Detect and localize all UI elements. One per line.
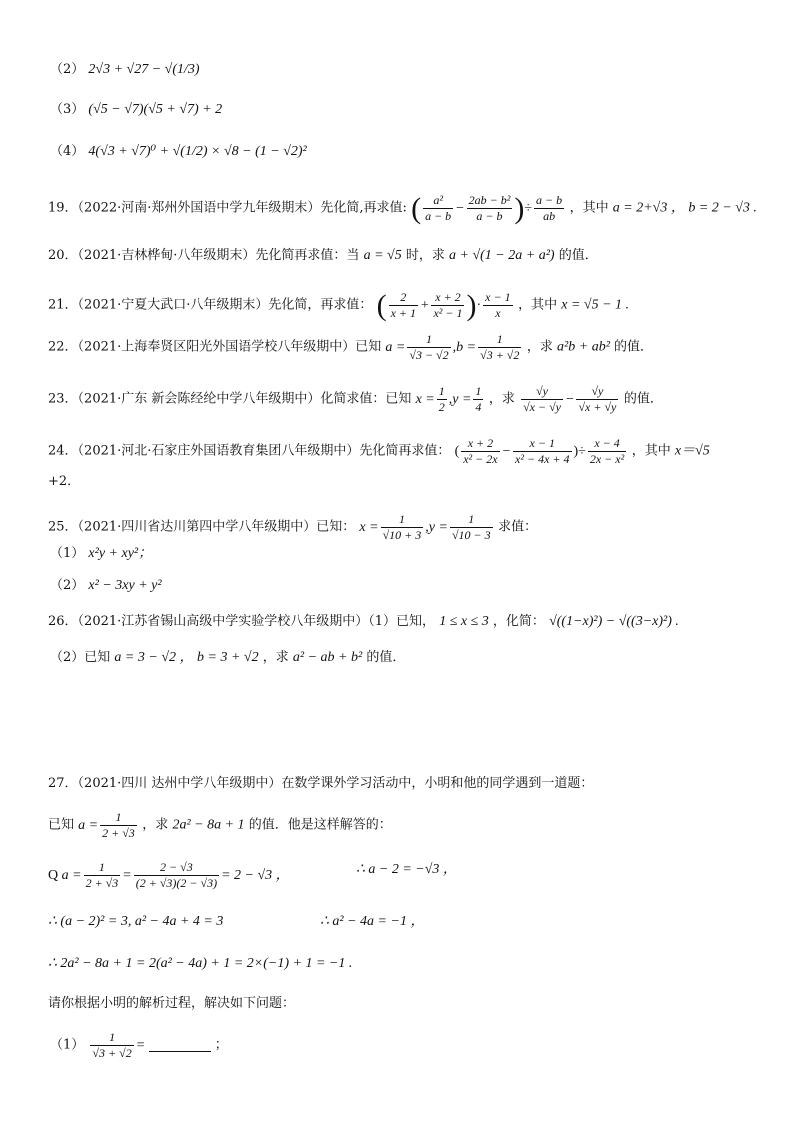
expression-23: $\frac{√y}{√x - √y}$ − $\frac{√y}{√x + √y}$: [523, 384, 617, 414]
question-19: [48, 193, 757, 224]
fraction: $\frac{x - 1}{\text{x² − 4x + 4}}$: [515, 436, 570, 466]
question-text-tail: ，其中: [569, 200, 609, 216]
expression: x² − 3xy + y²: [88, 578, 162, 593]
question-text-2: 的值．: [366, 650, 406, 665]
question-text-tail: ，其中: [518, 297, 558, 313]
question-22: [48, 332, 653, 363]
question-number: 21．: [48, 297, 78, 313]
given-values-22: a = $\frac{1}{√3 - √2}$ ,b = $\frac{1}{√3 + √2}$: [385, 332, 520, 362]
expression-19: ( $\frac{\text{a²}}{a - b}$ − $\frac{\text{2ab − b²}}{a - b}$ )÷ $\frac{a - b}{ab}$: [411, 191, 563, 225]
q25-part2: [50, 578, 162, 594]
part-label: （3）: [50, 102, 85, 117]
fraction: $\frac{x - 4}{\text{2x − x²}}$: [589, 436, 625, 466]
question-text-2: ，求: [488, 391, 515, 407]
question-25: [48, 512, 537, 543]
question-source: （2021·广东 新会陈经纶中学八年级期中）: [77, 391, 321, 407]
part-label: （2）: [50, 578, 85, 593]
expression: a² − ab + b²: [292, 650, 363, 665]
condition: 1 ≤ x ≤ 3: [439, 614, 489, 629]
q18-part3: [50, 102, 222, 118]
expression: a²b + ab²: [557, 339, 610, 355]
expression-24: ( $\frac{x + 2}{\text{x² − 2x}}$ − $\frac{x - 1}{\text{x² − 4x + 4}}$ )÷ $\frac{x - 4}{\text{2x − x²}}$: [454, 436, 625, 466]
fraction: $\frac{2 - √3}{(2 + √3)(2 - √3)}$: [135, 860, 218, 890]
expression: 2√3 + √27 − √(1/3): [88, 62, 200, 77]
q27-given: [48, 810, 392, 841]
question-text: 化简求值：已知: [320, 391, 412, 407]
question-text: 先化简，再求值：: [268, 297, 373, 313]
question-text: 已知: [355, 339, 382, 355]
question-text: ，求: [262, 650, 289, 665]
part-label: （4）: [50, 144, 85, 159]
q18-part2: [50, 62, 200, 78]
question-text: 已知：: [316, 519, 356, 535]
fraction: $\frac{1}{√10 - 3}$: [451, 512, 491, 542]
expression: 2a² − 8a + 1: [172, 817, 245, 833]
expression: √((1−x)²) − √((3−x)²) .: [549, 614, 679, 629]
solution-step: ∴ a − 2 = −√3 ，: [356, 862, 457, 877]
question-number: 27．: [48, 776, 78, 791]
fraction: $\frac{1}{2 + √3}$: [102, 810, 135, 840]
question-number: 19．: [48, 200, 78, 216]
question-text: 请你根据小明的解析过程，解决如下问题：: [48, 996, 296, 1011]
part-label: （2）: [50, 62, 85, 77]
question-source: （2021·吉林桦甸·八年级期末）: [77, 248, 256, 263]
solution-step: Q a = $\frac{1}{2 + √3}$ = $\frac{2 - √3}{(2 + √3)(2 - √3)}$ = 2 − √3 ，: [48, 860, 290, 890]
question-source: （2021·河北·石家庄外国语教育集团八年级期中）: [77, 443, 360, 459]
question-number: 22．: [48, 339, 78, 355]
question-number: 25．: [48, 519, 78, 535]
question-23: [48, 384, 663, 415]
question-24: [48, 436, 710, 467]
question-source: （2021·四川 达州中学八年级期中）: [77, 776, 282, 791]
question-text-2: 求值：: [498, 519, 538, 535]
fraction: $\frac{\text{a²}}{a - b}$: [425, 193, 452, 223]
expression: x²y + xy²；: [88, 546, 153, 561]
question-number: 26．: [48, 614, 78, 629]
fraction: $\frac{√y}{√x + √y}$: [578, 384, 617, 414]
fraction: $\frac{√y}{√x - √y}$: [523, 384, 561, 414]
q27-step2b: [320, 914, 424, 930]
part-label: （2）已知: [50, 650, 111, 665]
question-source: （2021·上海奉贤区阳光外国语学校八年级期中）: [77, 339, 356, 355]
q27-instruction: [48, 996, 295, 1012]
fraction: $\frac{\text{2ab − b²}}{a - b}$: [468, 193, 511, 223]
part-label: （1）: [50, 1037, 85, 1053]
question-27: [48, 776, 593, 792]
q27-part1: （1） $\frac{1}{√3 + √2}$ = ；: [50, 1030, 228, 1060]
q18-part4: [50, 144, 307, 160]
expression: $\frac{1}{√3 + √2}$ =: [92, 1030, 146, 1060]
question-number: 20．: [48, 248, 78, 263]
question-source: （2021·四川省达川第四中学八年级期中）: [77, 519, 317, 535]
part-label: （1）: [50, 546, 85, 561]
question-source: （2021·江苏省锡山高级中学实验学校八年级期中）: [77, 614, 369, 629]
fraction: $\frac{1}{√3 + √2}$: [480, 332, 520, 362]
q26-part2: [50, 650, 405, 666]
fraction: $\frac{1}{4}$: [475, 384, 482, 414]
question-21: [48, 290, 629, 321]
q27-step1: [48, 860, 290, 891]
question-text-2: ，求: [142, 817, 169, 833]
q25-part1: [50, 546, 152, 562]
condition: a = 2+√3 ， b = 2 − √3 .: [612, 200, 757, 216]
fraction: $\frac{1}{2 + √3}$: [85, 860, 119, 890]
question-text-3: 的值．: [614, 339, 654, 355]
question-26: [48, 614, 679, 630]
expression: 4(√3 + √7)⁰ + √(1/2) × √8 − (1 − √2)²: [88, 144, 307, 159]
q27-step1b: [356, 862, 457, 878]
expression-21: ( $\frac{2}{x + 1}$ + $\frac{x + 2}{\text{x² − 1}}$ )· $\frac{x - 1}{x}$: [376, 288, 511, 322]
question-text: 先化简再求值：当: [255, 248, 360, 263]
given-values-23: x = $\frac{1}{2}$ ,y = $\frac{1}{4}$: [415, 384, 482, 414]
question-text-3: 的值．他是这样解答的：: [248, 817, 392, 833]
question-text-tail: ，其中: [631, 443, 671, 459]
question-text: 已知: [48, 817, 75, 833]
answer-blank[interactable]: [149, 1039, 211, 1052]
condition: a = 3 − √2 ， b = 3 + √2: [114, 650, 259, 665]
question-text: （1）已知，: [368, 614, 436, 629]
question-24-continued: +2．: [48, 474, 81, 489]
question-text: 在数学课外学习活动中，小明和他的同学遇到一道题：: [281, 776, 594, 791]
given-values-25: x = $\frac{1}{√10 + 3}$ ,y = $\frac{1}{√10 - 3}$: [359, 512, 491, 542]
solution-step: ∴ a² − 4a = −1 ，: [320, 914, 425, 929]
condition: a = √5: [363, 248, 402, 263]
fraction: $\frac{x + 2}{\text{x² − 2x}}$: [463, 436, 498, 466]
fraction: $\frac{1}{√3 + √2}$: [92, 1030, 132, 1060]
fraction: $\frac{a - b}{ab}$: [536, 193, 563, 223]
solution-step: ∴ (a − 2)² = 3, a² − 4a + 4 = 3: [48, 914, 224, 929]
fraction: $\frac{x - 1}{x}$: [485, 290, 511, 320]
question-text-3: 的值．: [623, 391, 663, 407]
q27-step2: [48, 914, 223, 930]
fraction: $\frac{1}{2}$: [438, 384, 445, 414]
question-text-2: ，求: [526, 339, 553, 355]
solution-step: ∴ 2a² − 8a + 1 = 2(a² − 4a) + 1 = 2×(−1) + 1 = −1 .: [48, 956, 353, 971]
given-value-27: a = $\frac{1}{2 + √3}$: [78, 810, 135, 840]
question-text-2: 时，求: [405, 248, 445, 263]
question-text: 先化简再求值：: [359, 443, 451, 459]
fraction: $\frac{1}{√10 + 3}$: [382, 512, 422, 542]
question-source: （2022·河南·郑州外国语中学九年级期末）: [77, 200, 321, 216]
question-text-3: 的值．: [558, 248, 598, 263]
question-source: （2021·宁夏大武口·八年级期末）: [77, 297, 269, 313]
question-number: 23．: [48, 391, 78, 407]
question-text-2: ，化简：: [492, 614, 545, 629]
fraction: $\frac{x + 2}{\text{x² − 1}}$: [433, 290, 463, 320]
expression: (√5 − √7)(√5 + √7) + 2: [88, 102, 223, 117]
condition: x = √5 − 1 .: [561, 297, 630, 313]
question-text: 先化简,再求值:: [320, 200, 407, 216]
fraction: $\frac{1}{√3 - √2}$: [409, 332, 449, 362]
question-number: 24．: [48, 443, 78, 459]
question-20: [48, 248, 598, 264]
expression: a + √(1 − 2a + a²): [449, 248, 555, 263]
condition: x＝√5: [674, 443, 710, 459]
fraction: $\frac{2}{x + 1}$: [390, 290, 416, 320]
q27-step3: [48, 956, 352, 972]
